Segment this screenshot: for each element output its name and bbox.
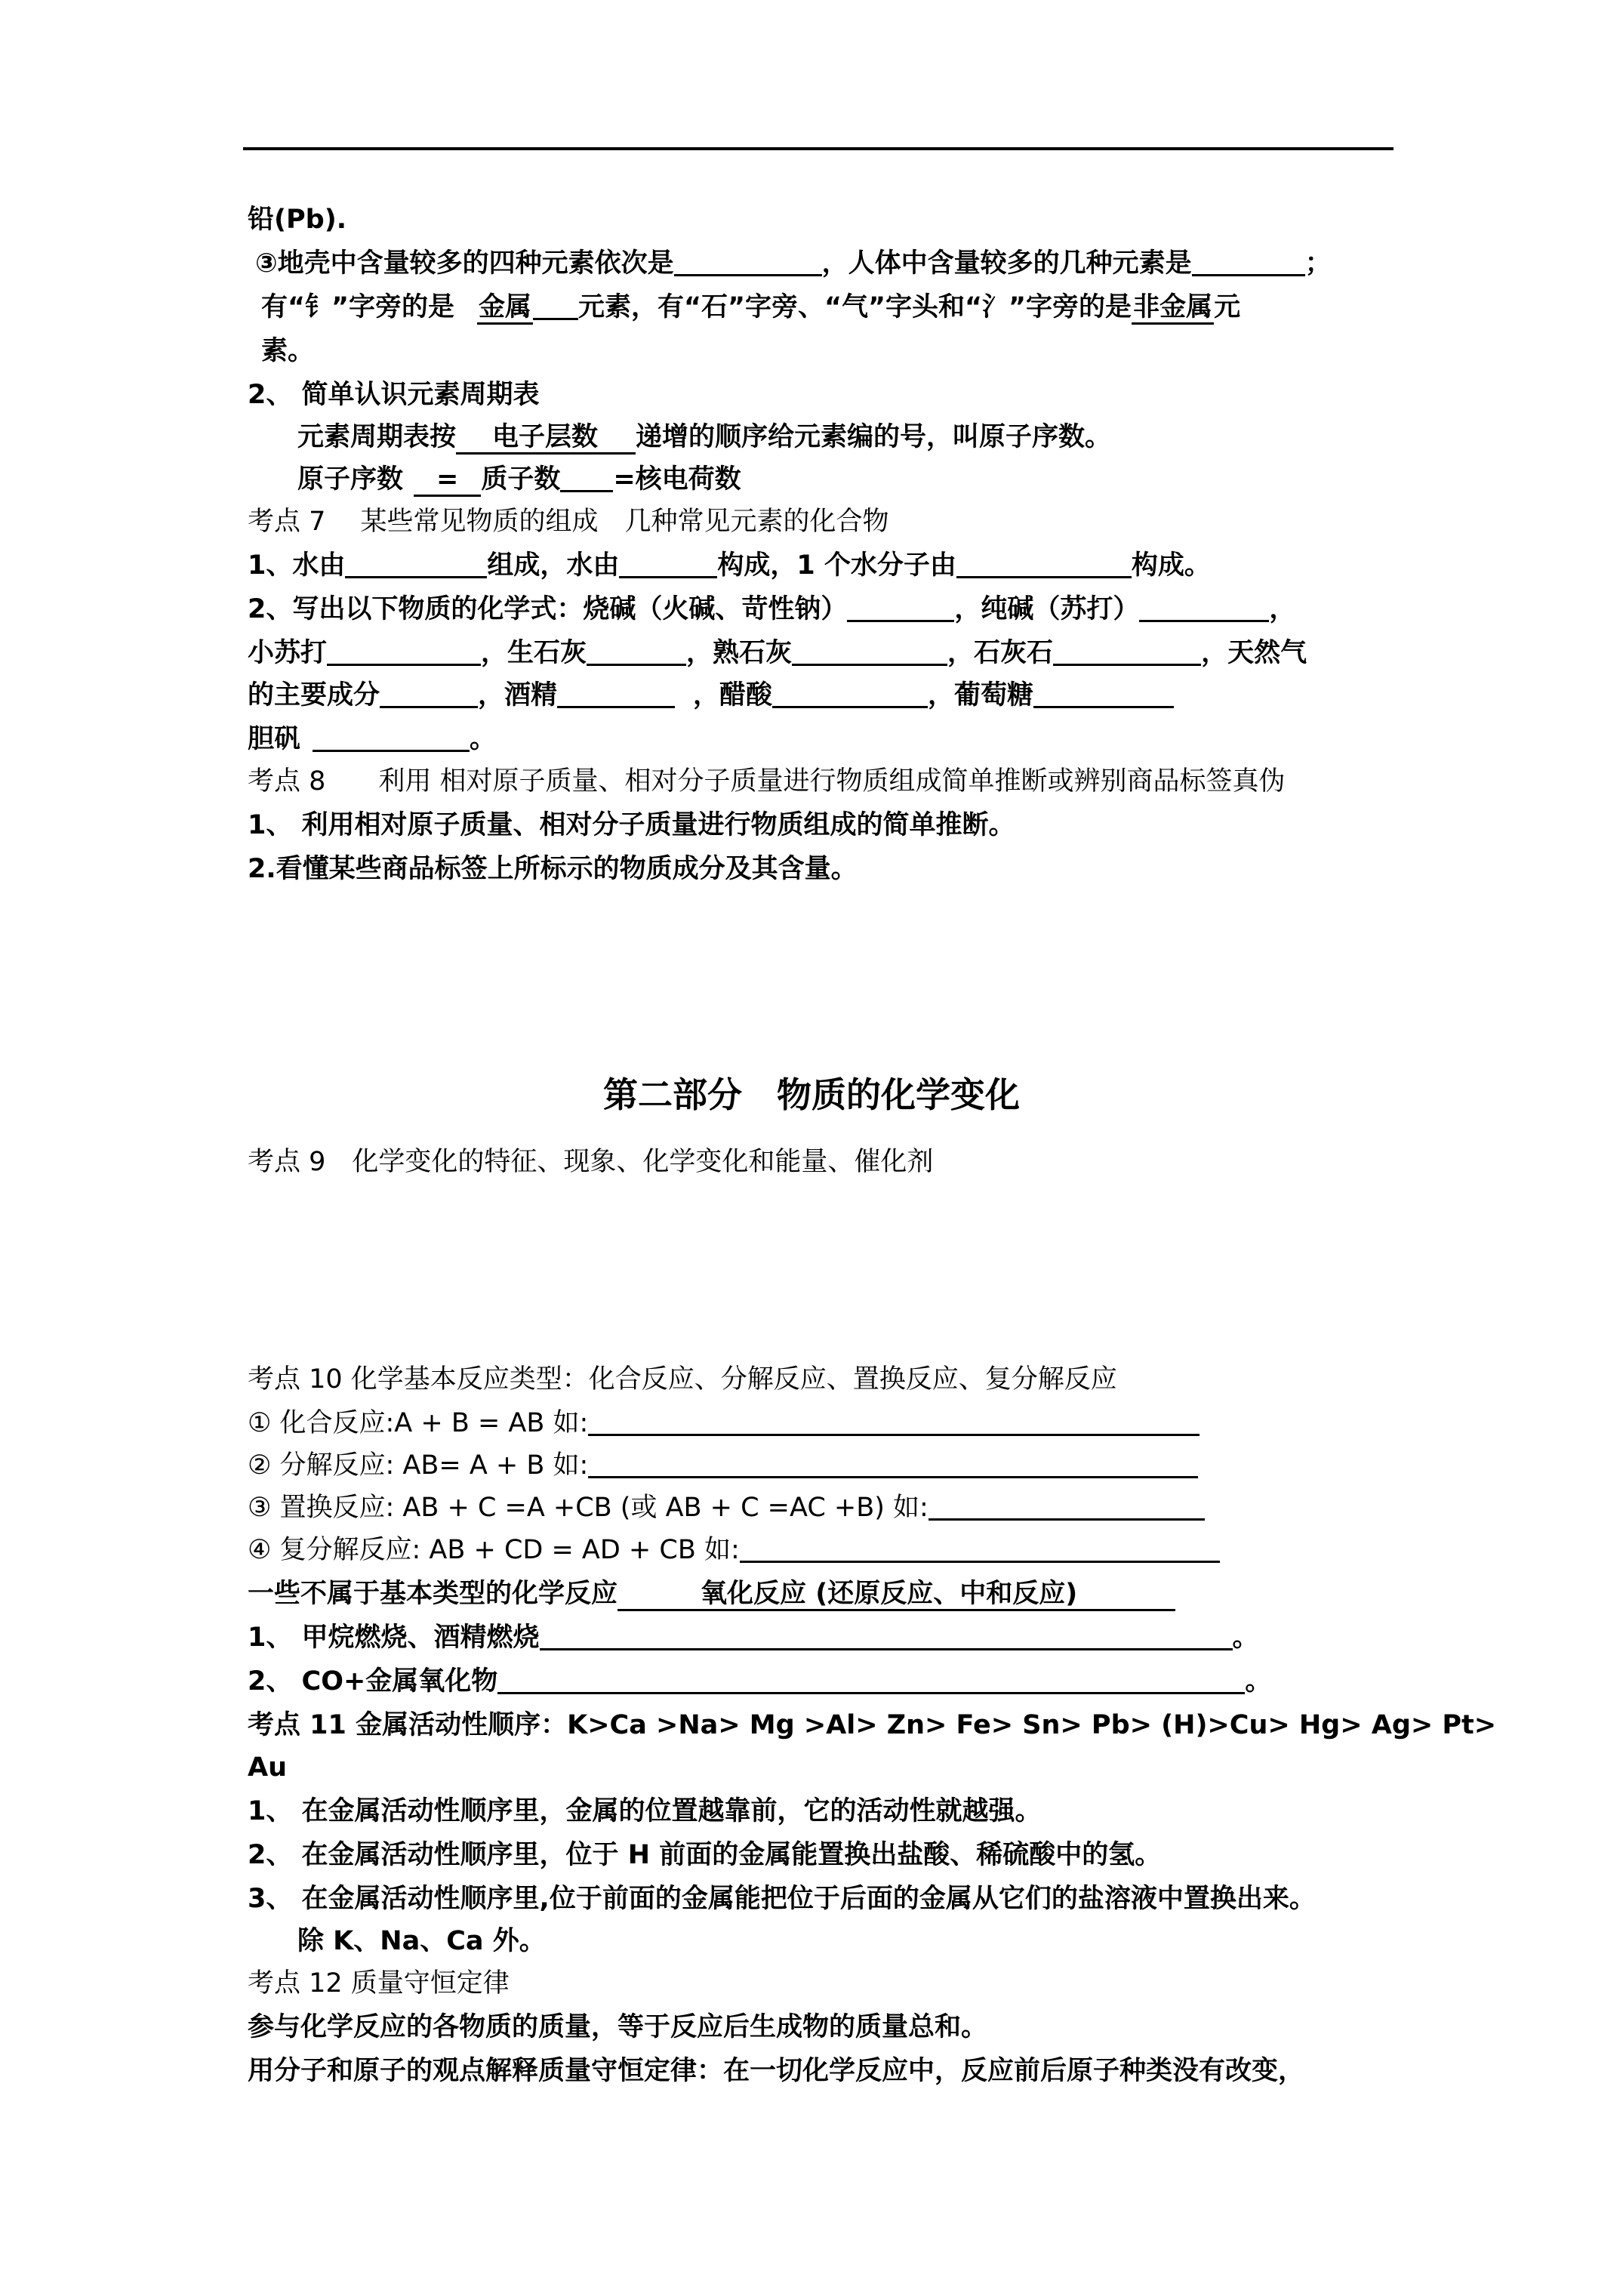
- kaodian12-l1: 参与化学反应的各物质的质量，等于反应后生成物的质量总和。: [248, 2012, 988, 2042]
- q2-c: ，: [1269, 594, 1296, 624]
- kaodian12-l2: 用分子和原子的观点解释质量守恒定律：在一切化学反应中，反应前后原子种类没有改变，: [248, 2056, 1305, 2086]
- periodic-l1-a: 元素周期表按: [297, 422, 457, 452]
- q2-d: 小苏打: [248, 638, 328, 668]
- answer-blank[interactable]: [1053, 638, 1201, 666]
- reaction-2: [248, 1448, 1198, 1483]
- q2-h: ，天然气: [1201, 638, 1307, 668]
- kaodian10-heading: [248, 1362, 1117, 1397]
- item3-prefix: ③地壳中含量较多的四种元素依次是: [255, 248, 674, 279]
- periodic-l2-a: 原子序数: [297, 464, 404, 495]
- q1-c: 构成，1 个水分子由: [717, 550, 956, 581]
- period: 。: [1232, 1623, 1259, 1653]
- oxidation-answer: 氧化反应 (还原反应、中和反应): [617, 1579, 1175, 1611]
- kaodian7-q2-line1: [248, 592, 1295, 627]
- answer-blank[interactable]: [313, 724, 470, 752]
- lead-element-text: 铅(Pb).: [248, 205, 346, 235]
- kaodian11-line2: [248, 1838, 1161, 1872]
- part2-title: 第二部分 物质的化学变化: [603, 1074, 1020, 1115]
- radical-a: 有“钅”字旁的是: [261, 292, 455, 322]
- answer-blank[interactable]: [619, 550, 717, 578]
- kaodian11-heading: [248, 1708, 1496, 1743]
- periodic-l1-b: 递增的顺序给元素编的号，叫原子序数。: [636, 422, 1112, 452]
- periodic-l2-c: =核电荷数: [613, 464, 741, 495]
- answer-blank[interactable]: [587, 638, 686, 666]
- kaodian7-q2-line2: [248, 636, 1307, 670]
- kaodian11-line3: [248, 1881, 1316, 1916]
- kaodian9-heading-text: 考点 9 化学变化的特征、现象、化学变化和能量、催化剂: [248, 1147, 934, 1177]
- kaodian8-line2: [248, 852, 858, 886]
- kaodian7-heading: [248, 504, 889, 539]
- answer-blank[interactable]: [540, 1623, 1233, 1650]
- periodic-line-2: [297, 462, 741, 497]
- answer-blank[interactable]: [674, 248, 822, 276]
- kaodian8-heading-text: 考点 8 利用 相对原子质量、相对分子质量进行物质组成简单推断或辨别商品标签真伪: [248, 766, 1286, 797]
- answer-blank[interactable]: [740, 1535, 1220, 1563]
- q2-j: ，酒精: [478, 680, 558, 710]
- kaodian9-heading: [248, 1145, 933, 1179]
- periodic-heading: [248, 378, 540, 412]
- reaction-3-text: ③ 置换反应: AB + C =A +CB (或 AB + C =AC +B) 如:: [248, 1493, 929, 1523]
- reaction-3: [248, 1490, 1205, 1525]
- q2-e: ，生石灰: [481, 638, 587, 668]
- kaodian11-l3: 3、 在金属活动性顺序里,位于前面的金属能把位于后面的金属从它们的盐溶液中置换出来。: [248, 1884, 1316, 1914]
- answer-blank[interactable]: [956, 550, 1132, 578]
- q2-b: ，纯碱（苏打）: [954, 594, 1140, 624]
- q1-d: 构成。: [1131, 550, 1211, 581]
- radical-tail-line: [261, 334, 314, 368]
- radical-c: 元: [1214, 292, 1241, 322]
- kaodian10-heading-text: 考点 10 化学基本反应类型：化合反应、分解反应、置换反应、复分解反应: [248, 1364, 1117, 1395]
- radical-tail: 素。: [261, 336, 315, 366]
- answer-blank[interactable]: [792, 638, 947, 666]
- q1-a: 1、水由: [248, 550, 346, 581]
- q2-m: 胆矾: [248, 724, 301, 754]
- other-reactions: [248, 1576, 1175, 1611]
- q2-g: ，石灰石: [947, 638, 1054, 668]
- other-2-text: 2、 CO+金属氧化物: [248, 1666, 498, 1697]
- answer-blank[interactable]: [380, 680, 478, 708]
- reaction-4-text: ④ 复分解反应: AB + CD = AD + CB 如:: [248, 1535, 740, 1565]
- q2-k: ，醋酸: [693, 680, 773, 710]
- answer-blank[interactable]: [1139, 594, 1269, 622]
- periodic-line-1: [297, 420, 1111, 455]
- answer-blank[interactable]: [1033, 680, 1174, 708]
- answer-blank[interactable]: [772, 680, 928, 708]
- other-reactions-text: 一些不属于基本类型的化学反应: [248, 1579, 618, 1609]
- reaction-2-text: ② 分解反应: AB= A + B 如:: [248, 1450, 589, 1481]
- item3-end: ；: [1304, 248, 1332, 279]
- q2-l: ，葡萄糖: [928, 680, 1034, 710]
- answer-blank[interactable]: [327, 638, 481, 666]
- kaodian8-heading: [248, 764, 1286, 799]
- q2-n: 。: [470, 724, 497, 754]
- reaction-1: [248, 1406, 1200, 1441]
- periodic-l2-b: 质子数: [481, 464, 561, 495]
- electron-shell-answer: 电子层数: [456, 422, 636, 455]
- answer-blank[interactable]: [847, 594, 954, 622]
- answer-blank[interactable]: [345, 550, 487, 578]
- other-2: [248, 1664, 1271, 1699]
- kaodian11-line3-tail: [297, 1924, 546, 1959]
- kaodian7-q2-line4: [248, 722, 496, 757]
- periodic-heading-text: 2、 简单认识元素周期表: [248, 380, 540, 410]
- kaodian11-heading-tail-text: Au: [248, 1752, 288, 1783]
- text-line: [248, 202, 346, 237]
- header-rule: [243, 147, 1394, 150]
- answer-blank[interactable]: [557, 680, 675, 708]
- answer-blank[interactable]: [588, 1408, 1200, 1436]
- kaodian12-heading: [248, 1966, 510, 2001]
- kaodian11-l2: 2、 在金属活动性顺序里，位于 H 前面的金属能置换出盐酸、稀硫酸中的氢。: [248, 1840, 1162, 1870]
- kaodian11-heading-text: 考点 11 金属活动性顺序：K>Ca >Na> Mg >Al> Zn> Fe> Sn> Pb> (H)>Cu> Hg> Ag> Pt>: [248, 1710, 1497, 1740]
- reaction-1-text: ① 化合反应:A + B = AB 如:: [248, 1408, 589, 1438]
- kaodian7-q1: [248, 548, 1211, 583]
- answer-blank[interactable]: [929, 1493, 1205, 1521]
- other-1: [248, 1620, 1259, 1655]
- answer-blank[interactable]: [588, 1450, 1198, 1478]
- q1-b: 组成，水由: [487, 550, 620, 581]
- q2-a: 2、写出以下物质的化学式：烧碱（火碱、苛性钠）: [248, 594, 848, 624]
- kaodian8-line1: [248, 808, 1015, 843]
- kaodian11-heading-tail: [248, 1750, 287, 1785]
- item3-mid: ，人体中含量较多的几种元素是: [821, 248, 1192, 279]
- kaodian7-heading-text: 考点 7 某些常见物质的组成 几种常见元素的化合物: [248, 507, 889, 537]
- kaodian11-l1: 1、 在金属活动性顺序里，金属的位置越靠前，它的活动性就越强。: [248, 1796, 1042, 1826]
- other-1-text: 1、 甲烷燃烧、酒精燃烧: [248, 1623, 540, 1653]
- kaodian12-heading-text: 考点 12 质量守恒定律: [248, 1968, 510, 1999]
- equals-answer: =: [414, 464, 481, 497]
- kaodian12-line1: [248, 2010, 987, 2045]
- item3-line: [255, 246, 1332, 281]
- q2-i: 的主要成分: [248, 680, 380, 710]
- reaction-4: [248, 1533, 1220, 1567]
- nonmetal-answer: 非金属: [1132, 292, 1214, 325]
- kaodian11-line1: [248, 1794, 1042, 1829]
- kaodian12-line2: [248, 2054, 1304, 2088]
- answer-blank[interactable]: [497, 1666, 1245, 1694]
- answer-blank[interactable]: [1192, 248, 1305, 276]
- radical-line: [261, 290, 1240, 325]
- kaodian8-l1: 1、 利用相对原子质量、相对分子质量进行物质组成的简单推断。: [248, 810, 1015, 840]
- metal-answer: 金属: [477, 292, 533, 325]
- radical-b: 元素，有“石”字旁、“气”字头和“氵”字旁的是: [578, 292, 1132, 322]
- kaodian11-l3-tail: 除 K、Na、Ca 外。: [297, 1926, 546, 1956]
- period: 。: [1245, 1666, 1272, 1697]
- kaodian8-l2: 2.看懂某些商品标签上所标示的物质成分及其含量。: [248, 854, 858, 884]
- kaodian7-q2-line3: [248, 678, 1174, 713]
- q2-f: ，熟石灰: [686, 638, 793, 668]
